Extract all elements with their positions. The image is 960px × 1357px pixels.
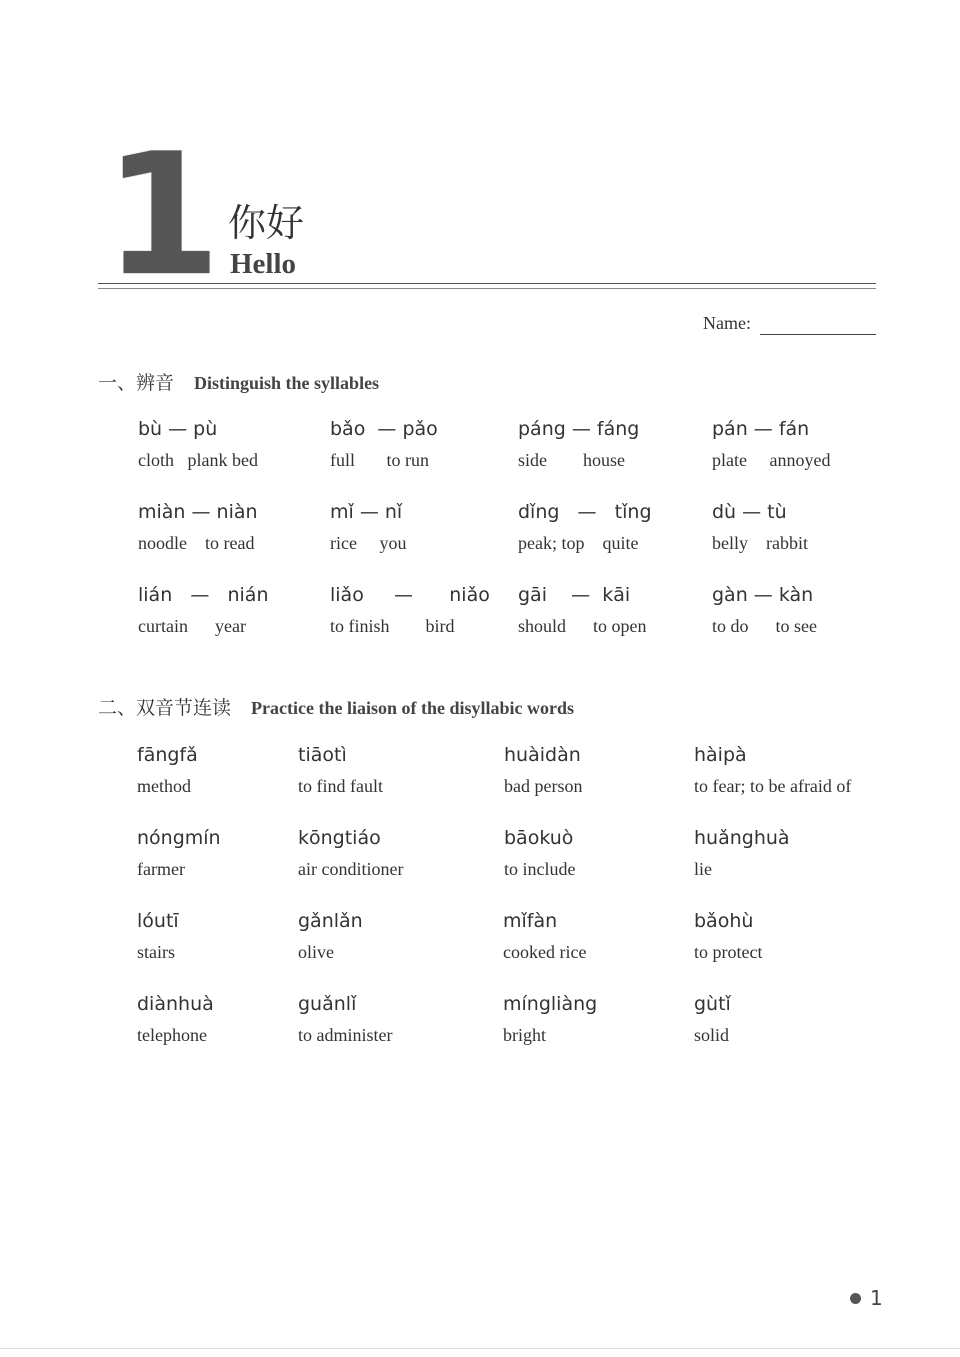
- name-label: Name:: [703, 313, 751, 333]
- word-item: bāokuò to include: [504, 827, 576, 879]
- syllable-pair: páng — fáng side house: [518, 418, 640, 470]
- lesson-title-english: Hello: [230, 248, 297, 280]
- syllable-pair: liǎo — niǎo to finish bird: [330, 584, 490, 636]
- syllable-pair: pán — fán plate annoyed: [712, 418, 831, 470]
- syllable-pair: dǐng — tǐng peak; top quite: [518, 501, 652, 553]
- syllable-pair: gàn — kàn to do to see: [712, 584, 817, 636]
- word-item: hàipà to fear; to be afraid of: [694, 744, 852, 796]
- word-item: míngliàng bright: [503, 993, 598, 1045]
- word-item: mǐfàn cooked rice: [503, 910, 587, 962]
- syllable-pair: bù — pù cloth plank bed: [138, 418, 258, 470]
- syllable-pair: miàn — niàn noodle to read: [138, 501, 258, 553]
- word-item: tiāotì to find fault: [298, 744, 383, 796]
- word-item: diànhuà telephone: [137, 993, 214, 1045]
- page-number-text: 1: [870, 1286, 883, 1310]
- lesson-title-chinese: 你好: [228, 201, 305, 245]
- word-item: lóutī stairs: [137, 910, 179, 962]
- word-item: huàidàn bad person: [504, 744, 583, 796]
- word-item: fāngfǎ method: [137, 744, 198, 796]
- section-1-heading: [98, 368, 379, 395]
- word-item: gǎnlǎn olive: [298, 910, 363, 962]
- bullet-dot-icon: [850, 1293, 861, 1304]
- word-item: nóngmín farmer: [137, 827, 221, 879]
- syllable-pair: lián — nián curtain year: [138, 584, 269, 636]
- word-item: kōngtiáo air conditioner: [298, 827, 404, 879]
- syllable-pair: bǎo — pǎo full to run: [330, 418, 438, 470]
- page-number: [850, 1286, 883, 1310]
- section-2-heading: [98, 693, 574, 720]
- word-item: gùtǐ solid: [694, 993, 731, 1045]
- page-edge-line: [0, 1348, 960, 1349]
- word-item: bǎohù to protect: [694, 910, 763, 962]
- name-input-line[interactable]: [760, 334, 876, 335]
- syllable-pair: gāi — kāi should to open: [518, 584, 647, 636]
- syllable-pair: dù — tù belly rabbit: [712, 501, 808, 553]
- lesson-number: 1: [104, 117, 217, 313]
- section-2-title-cn: 二、双音节连读: [98, 697, 232, 719]
- section-1-title-en: Distinguish the syllables: [194, 373, 380, 393]
- header-divider-thin: [98, 288, 876, 289]
- syllable-pair: mǐ — nǐ rice you: [330, 501, 407, 553]
- header-divider: [98, 283, 876, 284]
- word-item: huǎnghuà lie: [694, 827, 790, 879]
- section-2-title-en: Practice the liaison of the disyllabic words: [251, 698, 574, 718]
- section-1-title-cn: 一、辨音: [98, 372, 175, 394]
- word-item: guǎnlǐ to administer: [298, 993, 393, 1045]
